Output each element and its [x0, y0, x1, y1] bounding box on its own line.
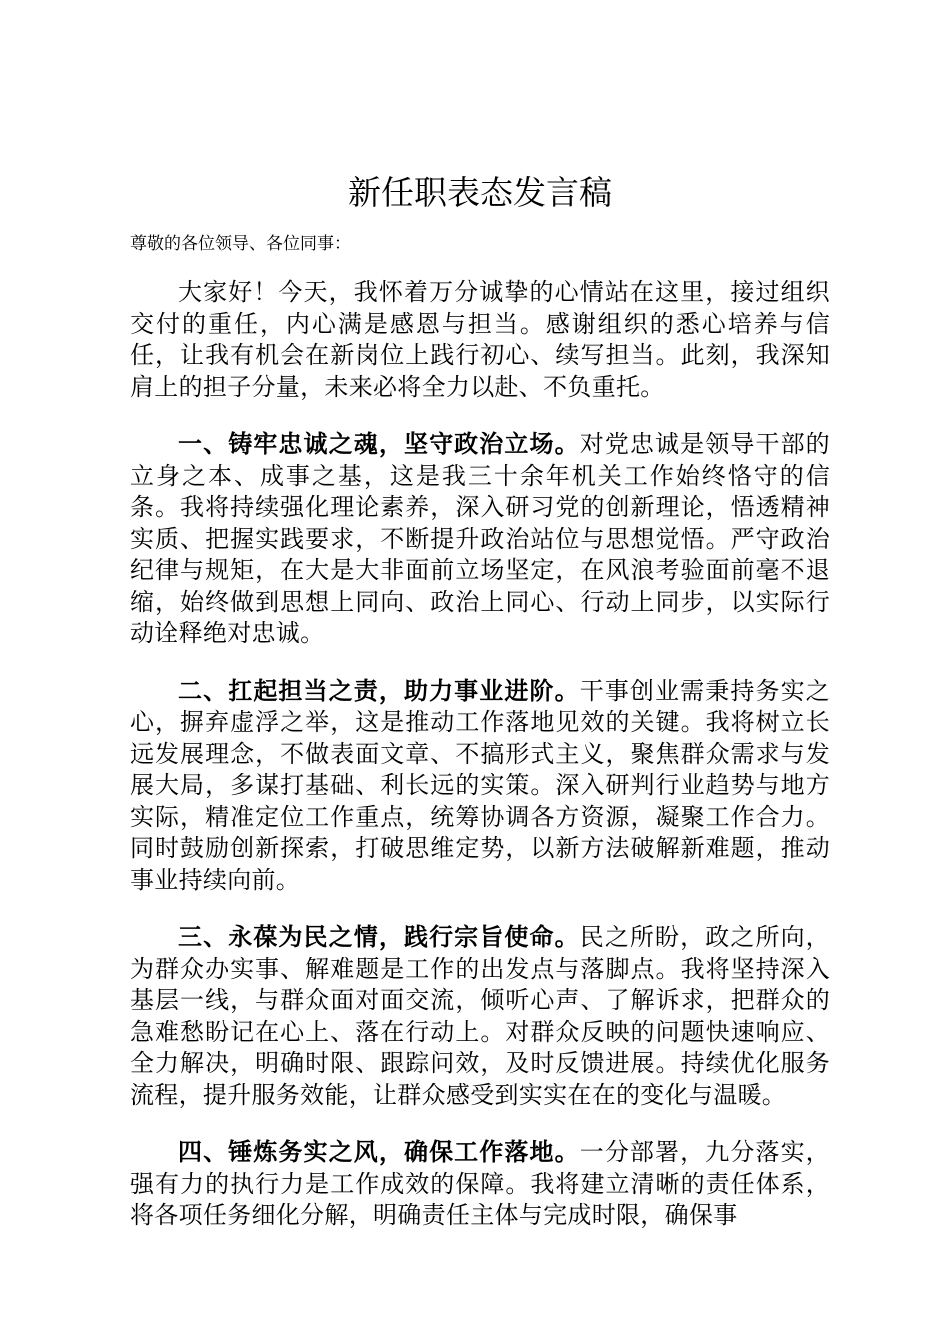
paragraph-text: 干事创业需秉持务实之心，摒弃虚浮之举，这是推动工作落地见效的关键。我将树立长远发展理念，不做表面文章、不搞形式主义，聚焦群众需求与发展大局，多谋打基础、利长远的实策。深入研判行业趋势与地方实际，精准定位工作重点，统筹协调各方资源，凝聚工作合力。同时鼓励创新探索，打破思维定势，以新方法破解新难题，推动事业持续向前。: [130, 676, 830, 894]
document-body: [130, 276, 830, 1257]
paragraph-section-2: [130, 675, 830, 897]
paragraph-section-1: [130, 428, 830, 650]
paragraph-section-4: [130, 1136, 830, 1232]
paragraph-text: 民之所盼，政之所向，为群众办实事、解难题是工作的出发点与落脚点。我将坚持深入基层一线，与群众面对面交流，倾听心声、了解诉求，把群众的急难愁盼记在心上、落在行动上。对群众反映的问题快速响应、全力解决，明确时限、跟踪问效，及时反馈进展。持续优化服务流程，提升服务效能，让群众感受到实实在在的变化与温暖。: [130, 923, 830, 1109]
paragraph-text: 大家好！今天，我怀着万分诚挚的心情站在这里，接过组织交付的重任，内心满是感恩与担当。感谢组织的悉心培养与信任，让我有机会在新岗位上践行初心、续写担当。此刻，我深知肩上的担子分量，未来必将全力以赴、不负重托。: [130, 278, 830, 401]
paragraph-lead: 一、铸牢忠诚之魂，坚守政治立场。: [178, 429, 580, 458]
document-title: 新任职表态发言稿: [348, 173, 612, 212]
paragraph-intro: [130, 276, 830, 403]
paragraph-lead: 四、锤炼务实之风，确保工作落地。: [178, 1137, 580, 1166]
salutation: 尊敬的各位领导、各位同事：: [130, 234, 351, 254]
paragraph-lead: 三、永葆为民之情，践行宗旨使命。: [178, 922, 580, 951]
paragraph-section-3: [130, 921, 830, 1111]
paragraph-text: 一分部署，九分落实，强有力的执行力是工作成效的保障。我将建立清晰的责任体系，将各项任务细化分解，明确责任主体与完成时限，确保事: [130, 1138, 830, 1229]
paragraph-text: 对党忠诚是领导干部的立身之本、成事之基，这是我三十余年机关工作始终恪守的信条。我将持续强化理论素养，深入研习党的创新理论，悟透精神实质、把握实践要求，不断提升政治站位与思想觉悟。严守政治纪律与规矩，在大是大非面前立场坚定，在风浪考验面前毫不退缩，始终做到思想上同向、政治上同心、行动上同步，以实际行动诠释绝对忠诚。: [130, 430, 830, 647]
paragraph-lead: 二、扛起担当之责，助力事业进阶。: [178, 675, 580, 705]
